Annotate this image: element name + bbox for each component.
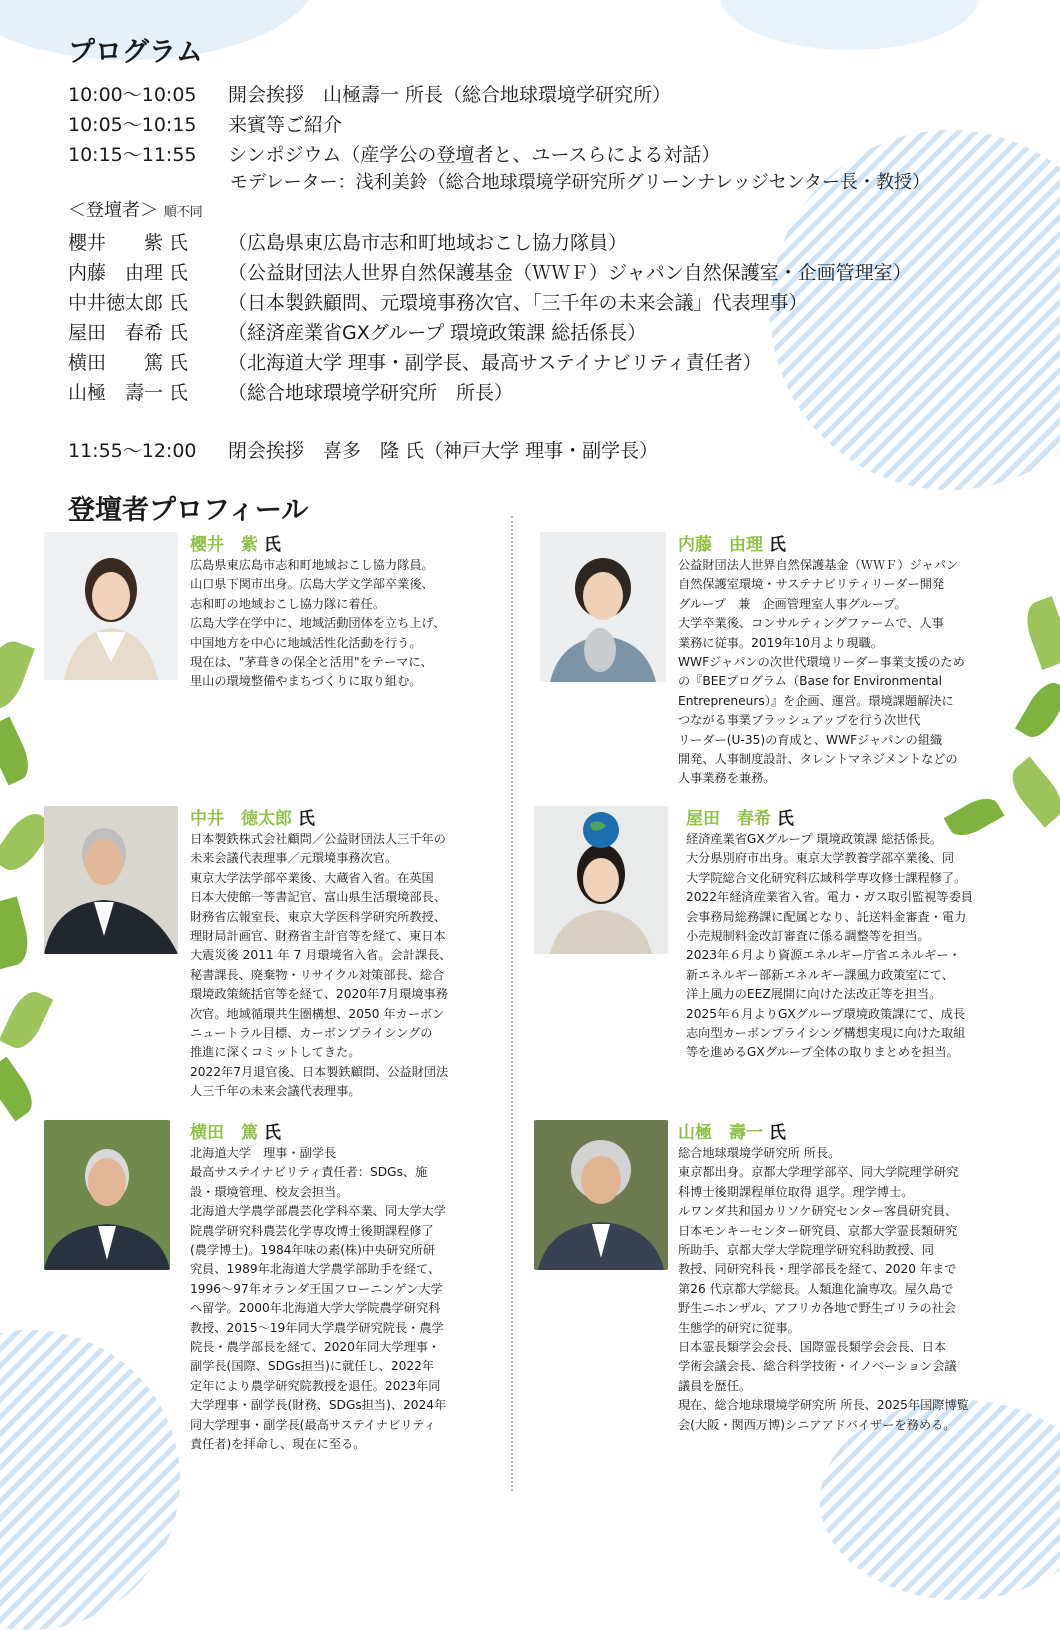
speakers-heading-label: ＜登壇者＞ [68,200,158,221]
column-divider [511,516,513,1491]
speaker-affiliation: （広島県東広島市志和町地域おこし協力隊員） [228,232,628,254]
speaker-photo [534,1120,668,1270]
speakers-heading [68,196,203,222]
leaf-decoration [0,636,35,715]
profile-bio: 総合地球環境学研究所 所長。 東京都出身。京都大学理学部卒、同大学院理学研究 科博士後期課程単位取得 退学。理学博士。 ルワンダ共和国カリソケ研究センター客員研究員、 日本モンキーセンター研究員、京都大学霊長類研究 所助手、京都大学大学院理学研究科助教授、同 教授、同研究科長・理学部長を経て、2020 年まで 第26 代京都大学総長。人類進化論専攻。屋久島で 野生ニホンザル、アフリカ各地で野生ゴリラの社会 生態学的研究に従事。 日本霊長類学会会長、国際霊長類学会会長、日本 学術会議会長、総合科学技術・イノベーション会議 議員を歴任。 現在、総合地球環境学研究所 所長、2025年国際博覧 会(大阪・関西万博)シニアアドバイザーを務める。 [678,1146,969,1432]
leaf-decoration [0,717,36,786]
speaker-affiliation: （日本製鉄顧問、元環境事務次官、「三千年の未来会議」代表理事） [228,292,808,314]
profile-name: 中井 徳太郎 氏 [190,809,315,829]
speaker-photo [44,532,178,680]
speaker-name: 山極 壽一 氏 [68,382,189,404]
program-row [68,140,720,167]
profiles-title: 登壇者プロフィール [68,495,309,526]
speaker-row [68,378,513,405]
speaker-row [68,348,762,375]
speakers-order-note: 順不同 [163,205,203,220]
program-time: 10:15〜11:55 [68,144,197,166]
profile-bio: 日本製鉄株式会社顧問／公益財団法人三千年の 未来会議代表理事／元環境事務次官。 東京大学法学部卒業後、大蔵省入省。在英国 日本大使館一等書記官、富山県生活環境部長、 財務省広報室長、東京大学医科学研究所教授、 理財局計画官、財務省主計官等を経て、東日本 大震災後 2011 年 7 月環境省入省。会計課長、 秘書課長、廃棄物・リサイクル対策部長、総合 環境政策統括官等を経て、2020年7月環境事務 次官。地域循環共生圏構想、2050 年カーボン ニュートラル目標、カーボンプライシングの 推進に深くコミットしてきた。 2022年7月退官後、日本製鉄顧問、公益財団法 人三千年の未来会議代表理事。 [190,832,452,1099]
profile-bio: 北海道大学 理事・副学長 最高サステイナビリティ責任者：SDGs、施 設・環境管理、校友会担当。 北海道大学農学部農芸化学科卒業、同大学大学 院農学研究科農芸化学専攻博士後期課程修了 (農学博士)。1984年味の素(株)中央研究所研 究員、1989年北海道大学農学部助手を経て、 1996〜97年オランダ王国フローニンゲン大学 へ留学。2000年北海道大学大学院農学研究科 教授、2015〜19年同大学農学研究院長・農学 院長・農学部長を経て、2020年同大学理事・ 副学長(国際、SDGs担当)に就任し、2022年 定年により農学研究院教授を退任。2023年同 大学理事・副学長(財務、SDGs担当)、2024年 同大学理事・副学長(最高サステイナビリティ 責任者)を拝命し、現在に至る。 [190,1146,447,1452]
profile-name: 横田 篤 氏 [190,1123,281,1143]
profile-name: 屋田 春希 氏 [686,809,794,829]
program-time: 10:05〜10:15 [68,114,197,136]
closing-row [68,436,658,463]
speaker-affiliation: （総合地球環境学研究所 所長） [228,382,514,404]
speaker-affiliation: （公益財団法人世界自然保護基金（ＷＷＦ）ジャパン自然保護室・企画管理室） [228,262,912,284]
program-time: 10:00〜10:05 [68,84,197,106]
speaker-name: 横田 篤 氏 [68,352,189,374]
profile-bio: 公益財団法人世界自然保護基金（ＷＷＦ）ジャパン 自然保護室環境・サステナビリティリーダー開発 グループ 兼 企画管理室人事グループ。 大学卒業後、コンサルティングファームで、人事 業務に従事。2019年10月より現職。 WWFジャパンの次世代環境リーダー事業支援のため の『BEEプログラム（Base for Environmental Entrepreneurs）』を企画、運営。環境課題解決に つながる事業ブラッシュアップを行う次世代 リーダー(U-35)の育成と、WWFジャパンの組織 開発、人事制度設計、タレントマネジメントなどの 人事業務を兼務。 [678,558,965,786]
speaker-row [68,288,808,315]
leaf-decoration [1015,677,1060,744]
profile-name: 櫻井 紫 氏 [190,535,281,555]
profile-name: 内藤 由理 氏 [678,535,786,555]
program-item: 来賓等ご紹介 [228,114,343,136]
speaker-row [68,228,627,255]
profile-bio: 広島県東広島市志和町地域おこし協力隊員。 山口県下関市出身。広島大学文学部卒業後、 志和町の地域おこし協力隊に着任。 広島大学在学中に、地域活動団体を立ち上げ、 中国地方を中心に地域活性化活動を行う。 現在は、"茅葺きの保全と活用"をテーマに、 里山の環境整備やまちづくりに取り組む。 [190,558,446,689]
decor-blob-top-right [720,0,980,50]
speaker-name: 中井徳太郎 氏 [68,292,189,314]
speaker-photo [44,1120,170,1270]
speaker-affiliation: （北海道大学 理事・副学長、最高サステイナビリティ責任者） [228,352,762,374]
speaker-affiliation: （経済産業省GXグループ 環境政策課 総括係長） [228,322,647,344]
moderator-line: モデレーター：浅利美鈴（総合地球環境学研究所グリーンナレッジセンター長・教授） [230,172,931,193]
program-row [68,110,342,137]
speaker-photo [44,806,178,954]
leaf-decoration [0,1057,40,1122]
leaf-decoration [0,896,34,969]
leaf-decoration [0,986,53,1054]
speaker-name: 内藤 由理 氏 [68,262,189,284]
speaker-row [68,258,912,285]
program-item: 開会挨拶 山極壽一 所長（総合地球環境学研究所） [228,84,672,106]
speaker-photo [540,532,666,682]
speaker-name: 櫻井 紫 氏 [68,232,189,254]
profile-bio: 経済産業省GXグループ 環境政策課 総括係長。 大分県別府市出身。東京大学教養学部卒業後、同 大学院総合文化研究科広域科学専攻修士課程修了。 2022年経済産業省入省。電力・ガス取引監視等委員 会事務局総務課に配属となり、託送料金審査・電力 小売規制料金改訂審査に係る調整等を担当。 2023年６月より資源エネルギー庁省エネルギー・ 新エネルギー部新エネルギー課風力政策室にて、 洋上風力のEEZ展開に向けた法改正等を担当。 2025年６月よりGXグループ環境政策課にて、成長 志向型カーボンプライシング構想実現に向けた取組 等を進めるGXグループ全体の取りまとめを担当。 [686,832,973,1060]
program-item: シンポジウム（産学公の登壇者と、ユースらによる対話） [228,144,721,166]
speaker-photo [534,806,668,954]
program-title: プログラム [68,37,203,68]
speaker-name: 屋田 春希 氏 [68,322,189,344]
decor-striped-circle [0,1330,180,1630]
speaker-row [68,318,646,345]
program-row [68,80,671,107]
leaf-decoration [1020,596,1060,670]
program-item: 閉会挨拶 喜多 隆 氏（神戸大学 理事・副学長） [228,440,659,462]
profile-name: 山極 壽一 氏 [678,1123,786,1143]
program-time: 11:55〜12:00 [68,440,197,462]
